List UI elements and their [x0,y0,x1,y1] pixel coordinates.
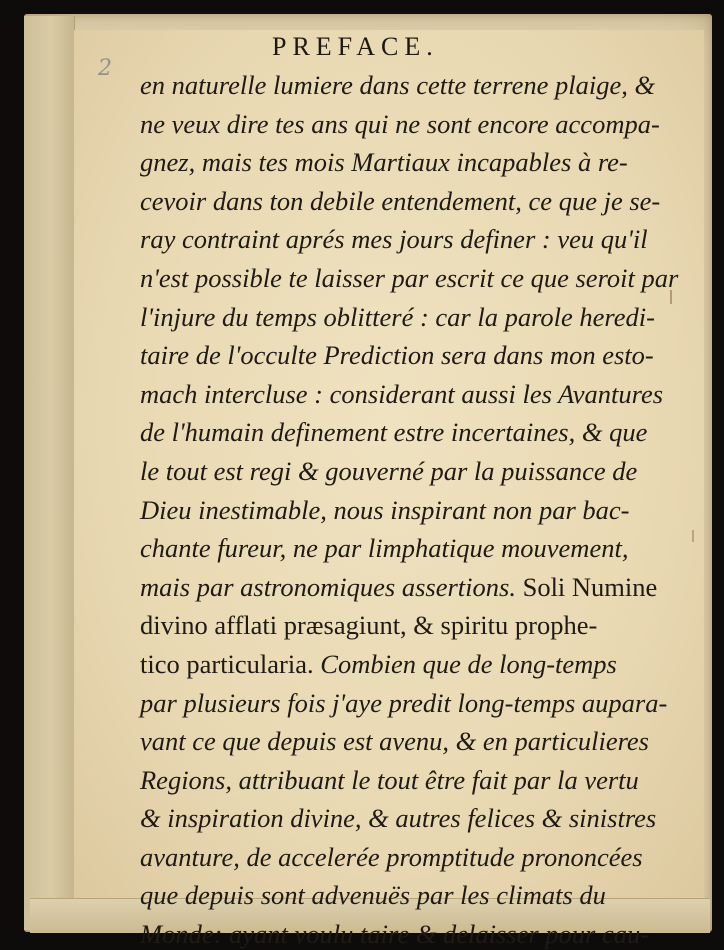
text-line [140,336,700,375]
text-line [140,413,700,452]
running-head: PREFACE. [272,32,439,61]
text-line [140,568,700,607]
text-line [140,182,700,221]
text-line [140,915,700,950]
italic-text: mach intercluse : considerant aussi les Avantures [140,378,664,409]
text-line [140,452,700,491]
italic-text: cevoir dans ton debile entendement, ce que je se- [140,185,661,216]
text-line [140,799,700,838]
page-gutter-edge [24,16,75,930]
text-line [140,645,700,684]
italic-text: que depuis sont advenuës par les climats du [140,880,606,911]
italic-text: vant ce que depuis est avenu, & en particulieres [140,726,649,757]
text-line [140,375,700,414]
text-line [140,298,700,337]
roman-text: divino afflati præsagiunt, & spiritu prophe- [140,610,598,641]
marginal-pencil-mark: 2 [98,56,112,81]
italic-text: mais par astronomiques assertions. [140,571,523,602]
italic-text: l'injure du temps oblitteré : car la parole heredi- [140,301,655,332]
italic-text: avanture, de accelerée promptitude prononcées [140,841,643,872]
text-line [140,491,700,530]
roman-text: tico particularia. [140,648,321,679]
italic-text: le tout est regi & gouverné par la puissance de [140,455,638,486]
text-line [140,838,700,877]
text-line [140,105,700,144]
text-line [140,220,700,259]
italic-text: de l'humain definement estre incertaines, & que [140,417,648,448]
text-line [140,529,700,568]
text-line [140,606,700,645]
italic-text: ne veux dire tes ans qui ne sont encore accompa- [140,108,660,139]
text-line [140,876,700,915]
italic-text: Regions, attribuant le tout être fait par la vertu [140,764,639,795]
italic-text: en naturelle lumiere dans cette terrene plaige, & [140,70,656,100]
roman-text: Soli Numine [522,571,658,602]
italic-text: par plusieurs fois j'aye predit long-temps aupara- [140,687,668,718]
text-line [140,66,700,105]
text-line [140,143,700,182]
text-line [140,684,700,723]
italic-text: Monde: ayant voulu taire & delaisser pour cau- [140,919,650,950]
italic-text: chante fureur, ne par limphatique mouvement, [140,533,629,564]
text-line [140,722,700,761]
text-line [140,259,700,298]
text-line [140,761,700,800]
italic-text: n'est possible te laisser par escrit ce que seroit par [140,262,679,293]
body-text [140,66,700,950]
italic-text: Dieu inestimable, nous inspirant non par bac- [140,494,630,525]
italic-text: gnez, mais tes mois Martiaux incapables à re- [140,147,628,178]
italic-text: & inspiration divine, & autres felices & sinistres [140,803,657,834]
italic-text: ray contraint aprés mes jours definer : veu qu'il [140,224,648,255]
italic-text: taire de l'occulte Prediction sera dans mon esto- [140,340,654,371]
italic-text: Combien que de long-temps [320,648,617,679]
